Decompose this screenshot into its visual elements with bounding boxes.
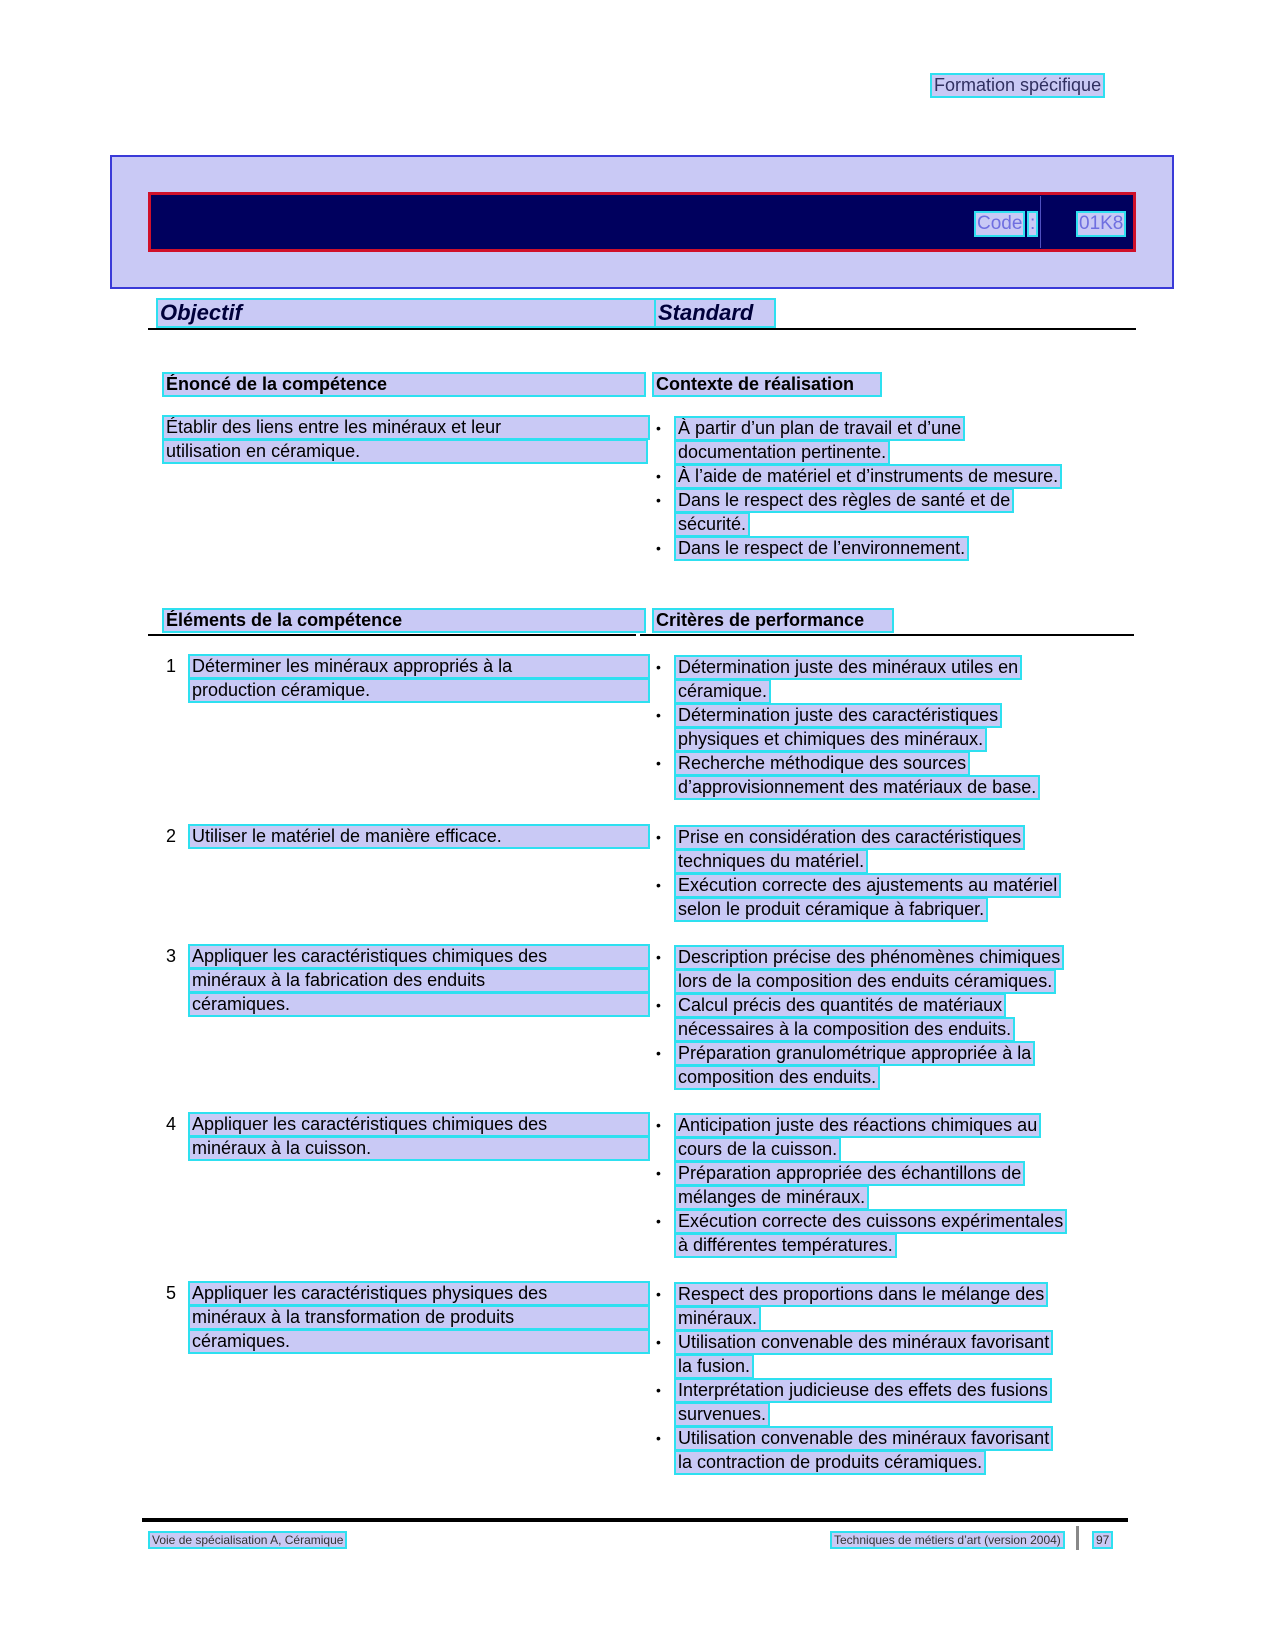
criterion-line: Prise en considération des caractéristiques — [678, 827, 1022, 847]
elements-heading: Éléments de la compétence — [164, 610, 644, 631]
bullet-icon: • — [656, 420, 661, 436]
criterion-line: la fusion. — [678, 1356, 751, 1376]
bullet-icon: • — [656, 659, 661, 675]
element-text-line: Appliquer les caractéristiques chimiques des — [190, 1114, 648, 1135]
criterion-line: à différentes températures. — [678, 1235, 893, 1255]
element-text-line: minéraux à la fabrication des enduits — [190, 970, 648, 991]
statement-heading: Énoncé de la compétence — [164, 374, 644, 395]
footer-rule — [142, 1518, 1128, 1522]
criterion-line: Utilisation convenable des minéraux favorisant — [678, 1332, 1050, 1352]
criterion-line: Respect des proportions dans le mélange des — [678, 1284, 1045, 1304]
objectif-heading: Objectif — [158, 300, 656, 326]
bullet-icon: • — [656, 540, 661, 556]
criterion-line: Dans le respect des règles de santé et de — [678, 490, 1011, 510]
criterion-line: Anticipation juste des réactions chimiques au — [678, 1115, 1038, 1135]
statement-line: utilisation en céramique. — [164, 441, 646, 462]
bullet-icon: • — [656, 755, 661, 771]
criterion-line: composition des enduits. — [678, 1067, 877, 1087]
criteria-heading: Critères de performance — [654, 610, 892, 631]
element-text-line: Déterminer les minéraux appropriés à la — [190, 656, 648, 677]
criterion-line: cours de la cuisson. — [678, 1139, 838, 1159]
criterion-line: techniques du matériel. — [678, 851, 865, 871]
element-number: 2 — [166, 826, 177, 846]
criterion-line: Exécution correcte des cuissons expérimentales — [678, 1211, 1064, 1231]
standard-heading: Standard — [656, 300, 774, 326]
criterion-line: céramique. — [678, 681, 768, 701]
element-number: 3 — [166, 946, 177, 966]
bullet-icon: • — [656, 1213, 661, 1229]
element-number: 5 — [166, 1283, 177, 1303]
criterion-line: selon le produit céramique à fabriquer. — [678, 899, 985, 919]
bullet-icon: • — [656, 1430, 661, 1446]
criterion-line: Utilisation convenable des minéraux favorisant — [678, 1428, 1050, 1448]
statement-line: Établir des liens entre les minéraux et leur — [164, 417, 648, 438]
criterion-line: survenues. — [678, 1404, 767, 1424]
element-text-line: production céramique. — [190, 680, 648, 701]
criterion-line: Préparation granulométrique appropriée à la — [678, 1043, 1032, 1063]
header-section-label: Formation spécifique — [934, 75, 1102, 95]
criterion-line: Détermination juste des caractéristiques — [678, 705, 999, 725]
context-heading: Contexte de réalisation — [654, 374, 880, 395]
bullet-icon: • — [656, 492, 661, 508]
element-text-line: céramiques. — [190, 994, 648, 1015]
bullet-icon: • — [656, 997, 661, 1013]
code-divider — [1040, 196, 1041, 248]
bullet-icon: • — [656, 468, 661, 484]
code-label: Code — [977, 213, 1023, 234]
element-number: 4 — [166, 1114, 177, 1134]
code-separator: : — [1030, 213, 1036, 234]
bullet-icon: • — [656, 1045, 661, 1061]
element-text-line: Appliquer les caractéristiques physiques des — [190, 1283, 648, 1304]
criterion-line: d’approvisionnement des matériaux de base. — [678, 777, 1037, 797]
footer-version: Techniques de métiers d’art (version 2004) — [834, 1533, 1061, 1547]
criterion-line: physiques et chimiques des minéraux. — [678, 729, 984, 749]
criterion-line: documentation pertinente. — [678, 442, 887, 462]
element-text-line: Appliquer les caractéristiques chimiques des — [190, 946, 648, 967]
bullet-icon: • — [656, 949, 661, 965]
bullet-icon: • — [656, 829, 661, 845]
element-text-line: céramiques. — [190, 1331, 648, 1352]
footer-page-number: 97 — [1096, 1533, 1110, 1547]
bullet-icon: • — [656, 1286, 661, 1302]
criterion-line: Exécution correcte des ajustements au matériel — [678, 875, 1058, 895]
criterion-line: Description précise des phénomènes chimiques — [678, 947, 1061, 967]
element-text-line: Utiliser le matériel de manière efficace. — [190, 826, 648, 847]
elements-rule-left — [148, 634, 636, 636]
code-value: 01K8 — [1079, 213, 1124, 234]
criterion-line: Interprétation judicieuse des effets des fusions — [678, 1380, 1048, 1400]
criterion-line: sécurité. — [678, 514, 747, 534]
criterion-line: Dans le respect de l’environnement. — [678, 538, 966, 558]
footer-separator — [1076, 1526, 1079, 1550]
criterion-line: Recherche méthodique des sources — [678, 753, 967, 773]
criterion-line: minéraux. — [678, 1308, 758, 1328]
bullet-icon: • — [656, 877, 661, 893]
bullet-icon: • — [656, 1117, 661, 1133]
footer-program: Voie de spécialisation A, Céramique — [152, 1533, 344, 1547]
criterion-line: À partir d’un plan de travail et d’une — [678, 418, 962, 438]
bullet-icon: • — [656, 1334, 661, 1350]
criterion-line: nécessaires à la composition des enduits. — [678, 1019, 1012, 1039]
bullet-icon: • — [656, 1165, 661, 1181]
criterion-line: lors de la composition des enduits céramiques. — [678, 971, 1053, 991]
criterion-line: Détermination juste des minéraux utiles en — [678, 657, 1019, 677]
element-text-line: minéraux à la cuisson. — [190, 1138, 648, 1159]
criterion-line: Préparation appropriée des échantillons de — [678, 1163, 1022, 1183]
bullet-icon: • — [656, 1382, 661, 1398]
bullet-icon: • — [656, 707, 661, 723]
element-text-line: minéraux à la transformation de produits — [190, 1307, 648, 1328]
element-number: 1 — [166, 656, 177, 676]
criterion-line: Calcul précis des quantités de matériaux — [678, 995, 1003, 1015]
criterion-line: mélanges de minéraux. — [678, 1187, 866, 1207]
criterion-line: À l’aide de matériel et d’instruments de mesure. — [678, 466, 1059, 486]
criterion-line: la contraction de produits céramiques. — [678, 1452, 983, 1472]
heading-rule — [148, 328, 1136, 330]
elements-rule-right — [640, 634, 1134, 636]
